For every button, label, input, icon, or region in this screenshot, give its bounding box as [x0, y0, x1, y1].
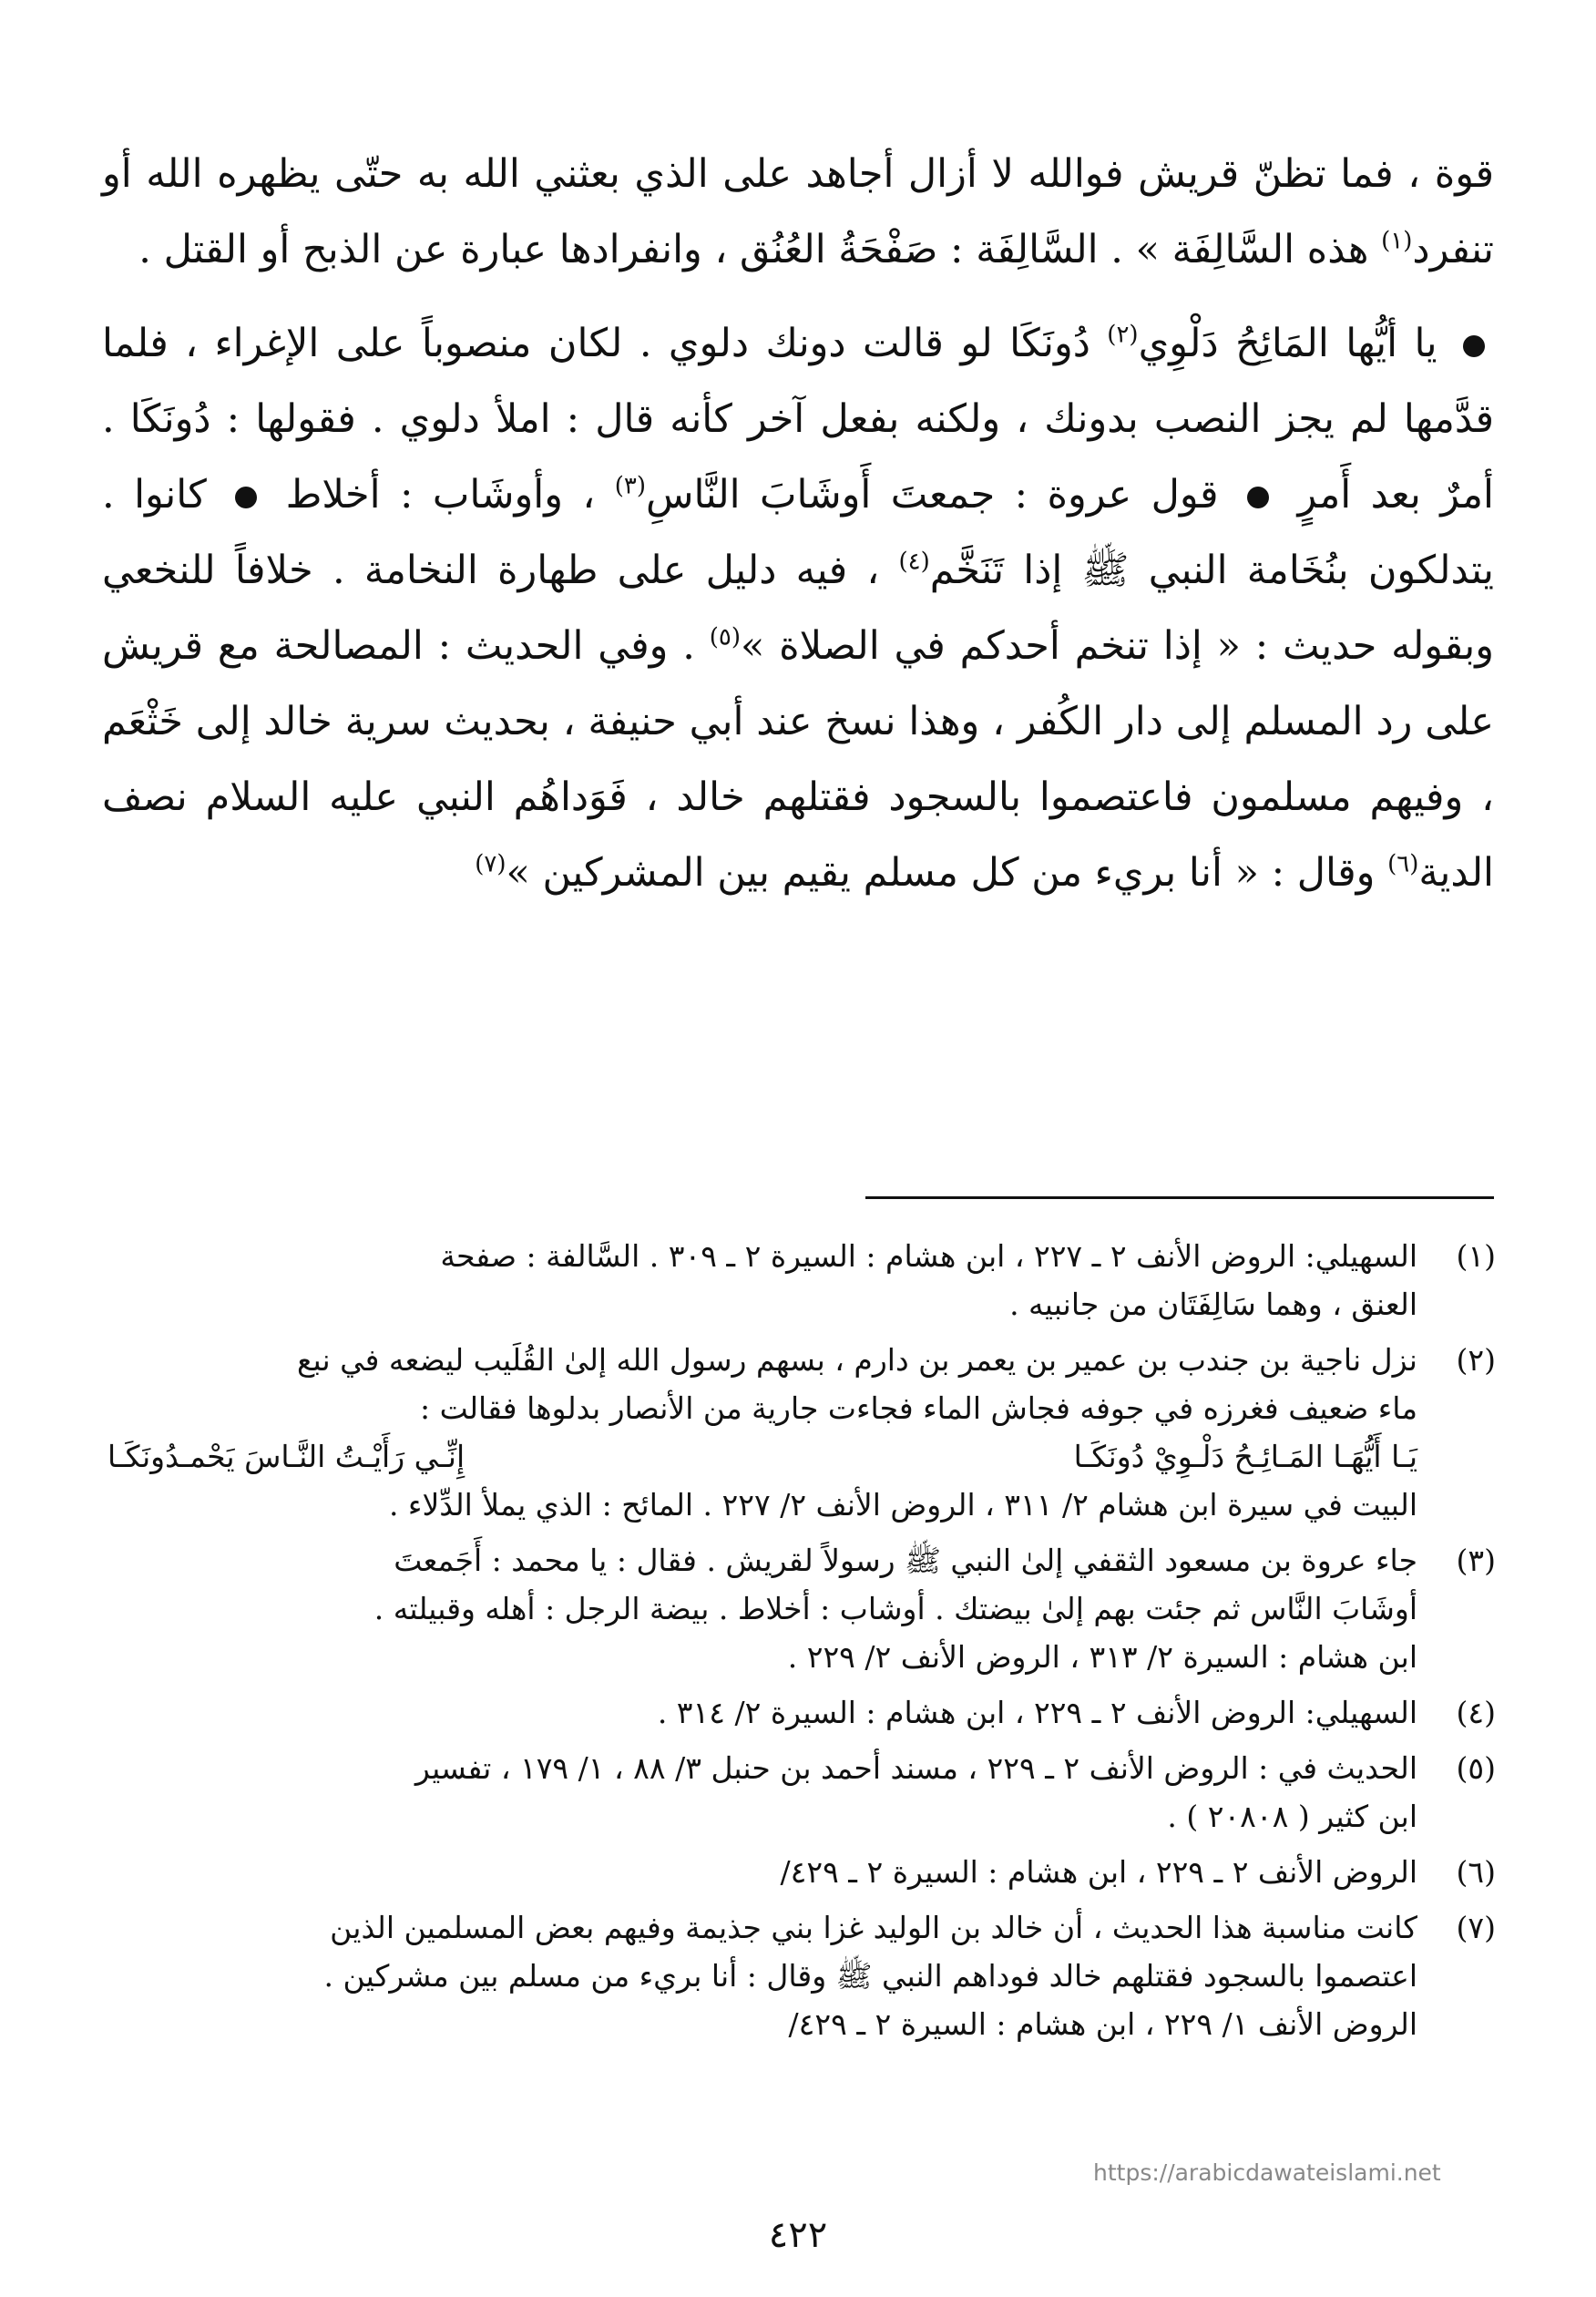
footnote-4: [107, 1688, 1496, 1737]
poetry-verse: [107, 1432, 1417, 1481]
footnote-ref-2: (٢): [1107, 321, 1139, 349]
footnote-ref-3: (٣): [614, 472, 646, 500]
footnote-text: الحديث في : الروض الأنف ٢ ـ ٢٢٩ ، مسند أحمد بن حنبل ٣/ ٨٨ ، ١/ ١٧٩ ، تفسير ابن كثير ( ٢٠٨٠٨ ) .: [414, 1750, 1417, 1834]
footnote-2: [107, 1336, 1496, 1529]
main-text: [102, 137, 1494, 926]
page-number: ٤٢٢: [768, 2214, 828, 2256]
footnote-number: (١): [1456, 1238, 1496, 1274]
footnote-number: (٦): [1456, 1854, 1496, 1890]
footnote-text: الروض الأنف ٢ ـ ٢٢٩ ، ابن هشام : السيرة ٢ ـ ٤٢٩/: [780, 1854, 1417, 1890]
footnote-ref-5: (٥): [709, 623, 741, 651]
footnote-text: السهيلي: الروض الأنف ٢ ـ ٢٢٩ ، ابن هشام : السيرة ٢/ ٣١٤ .: [657, 1695, 1417, 1730]
footnote-text: كانت مناسبة هذا الحديث ، أن خالد بن الوليد غزا بني جذيمة وفيهم بعض المسلمين الذين اعتصموا بالسجود فقتلهم خالد فوداهم النبي ﷺ وقال : أنا بريء من مسلم بين مشركين . الروض الأنف ١/ ٢٢٩ ، ابن هشام : السيرة ٢ ـ ٤٢٩/: [323, 1910, 1417, 2042]
footnote-text: السهيلي: الروض الأنف ٢ ـ ٢٢٧ ، ابن هشام : السيرة ٢ ـ ٣٠٩ . السَّالفة : صفحة العنق ، وهما سَالِفَتَان من جانبيه .: [440, 1238, 1417, 1322]
footnote-ref-1: (١): [1381, 227, 1413, 255]
watermark-url: https://arabicdawateislami.net: [1093, 2159, 1441, 2186]
footnote-5: [107, 1744, 1496, 1841]
verse-second-half: إِنِّـي رَأَيْـتُ النَّـاسَ يَحْمـدُونَكَـا: [107, 1439, 466, 1474]
footnote-number: (٥): [1456, 1750, 1496, 1786]
paragraph-2: يا أيُّها المَائِحُ دَلْوِي$^{(٢)}$ دُونَكَا لو قالت دونك دلوي . لكان منصوباً على الإغراء ، فلما قدَّمها لم يجز النصب بدونك ، ولكنه بفعل آخر كأنه قال : املأ دلوي . فقولها : دُونَكَا . أمرٌ بعد أَمرٍ قول عروة : جمعتَ أَوشَابَ النَّاسِ$^{(٣)}$ ، وأوشَاب : أخلاط كانوا . يتدلكون بنُخَامة النبي ﷺ إذا تَنَخَّم$^{(٤)}$ ، فيه دليل على طهارة النخامة . خلافاً للنخعي وبقوله حديث : « إذا تنخم أحدكم في الصلاة »$^{(٥)}$ . وفي الحديث : المصالحة مع قريش على رد المسلم إلى دار الكُفر ، وهذا نسخ عند أبي حنيفة ، بحديث سرية خالد إلى خَثْعَم ، وفيهم مسلمون فاعتصموا بالسجود فقتلهم خالد ، فَوَداهُم النبي عليه السلام نصف الدية$^{(٦)}$ وقال : « أنا بريء من كل مسلم يقيم بين المشركين »$^{(٧)}$: [102, 321, 1494, 896]
footnote-text: جاء عروة بن مسعود الثقفي إلىٰ النبي ﷺ رسولاً لقريش . فقال : يا محمد : أَجَمعتَ أوشَابَ النَّاس ثم جئت بهم إلىٰ بيضتك . أوشاب : أخلاط . بيضة الرجل : أهله وقبيلته . ابن هشام : السيرة ٢/ ٣١٣ ، الروض الأنف ٢/ ٢٢٩ .: [373, 1543, 1417, 1675]
footnote-ref-4: (٤): [898, 548, 930, 576]
footnote-ref-6: (٦): [1387, 850, 1419, 878]
footnote-number: (٢): [1456, 1342, 1496, 1378]
footnotes: [107, 1232, 1496, 2056]
paragraph-1: قوة ، فما تظنّ قريش فوالله لا أزال أجاهد على الذي بعثني الله به حتّى يظهره الله أو تنفرد$^{(١)}$ هذه السَّالِفَة » . السَّالِفَة : صَفْحَةُ العُنُق ، وانفرادها عبارة عن الذبح أو القتل .: [102, 151, 1494, 272]
footnote-number: (٤): [1456, 1695, 1496, 1730]
footnote-7: [107, 1903, 1496, 2048]
footnote-3: [107, 1536, 1496, 1681]
verse-first-half: يَـا أَيُّهَـا المَـائِـحُ دَلْـوِيْ دُونَكَـا: [1073, 1439, 1417, 1474]
footnote-number: (٣): [1456, 1543, 1496, 1578]
footnote-1: [107, 1232, 1496, 1328]
footnote-6: [107, 1848, 1496, 1896]
footnote-text: نزل ناجية بن جندب بن عمير بن يعمر بن دارم ، بسهم رسول الله إلىٰ القُلَيب ليضعه في نبع ماء ضعيف فغرزه في جوفه فجاش الماء فجاءت جارية من الأنصار بدلوها فقالت : يَـا أَيُّهَـا المَـائِـحُ دَلْـوِيْ دُونَكَـا إِنِّـي رَأَيْـتُ النَّـاسَ يَحْمـدُونَكَـا البيت في سيرة ابن هشام ٢/ ٣١١ ، الروض الأنف ٢/ ٢٢٧ . المائح : الذي يملأ الدِّلاء .: [107, 1342, 1417, 1523]
bullet-icon: [1463, 335, 1485, 357]
bullet-icon: [1247, 487, 1269, 508]
footnote-separator: [865, 1196, 1494, 1199]
footnote-number: (٧): [1456, 1910, 1496, 1945]
bullet-icon: [235, 487, 257, 508]
footnote-ref-7: (٧): [475, 850, 506, 878]
